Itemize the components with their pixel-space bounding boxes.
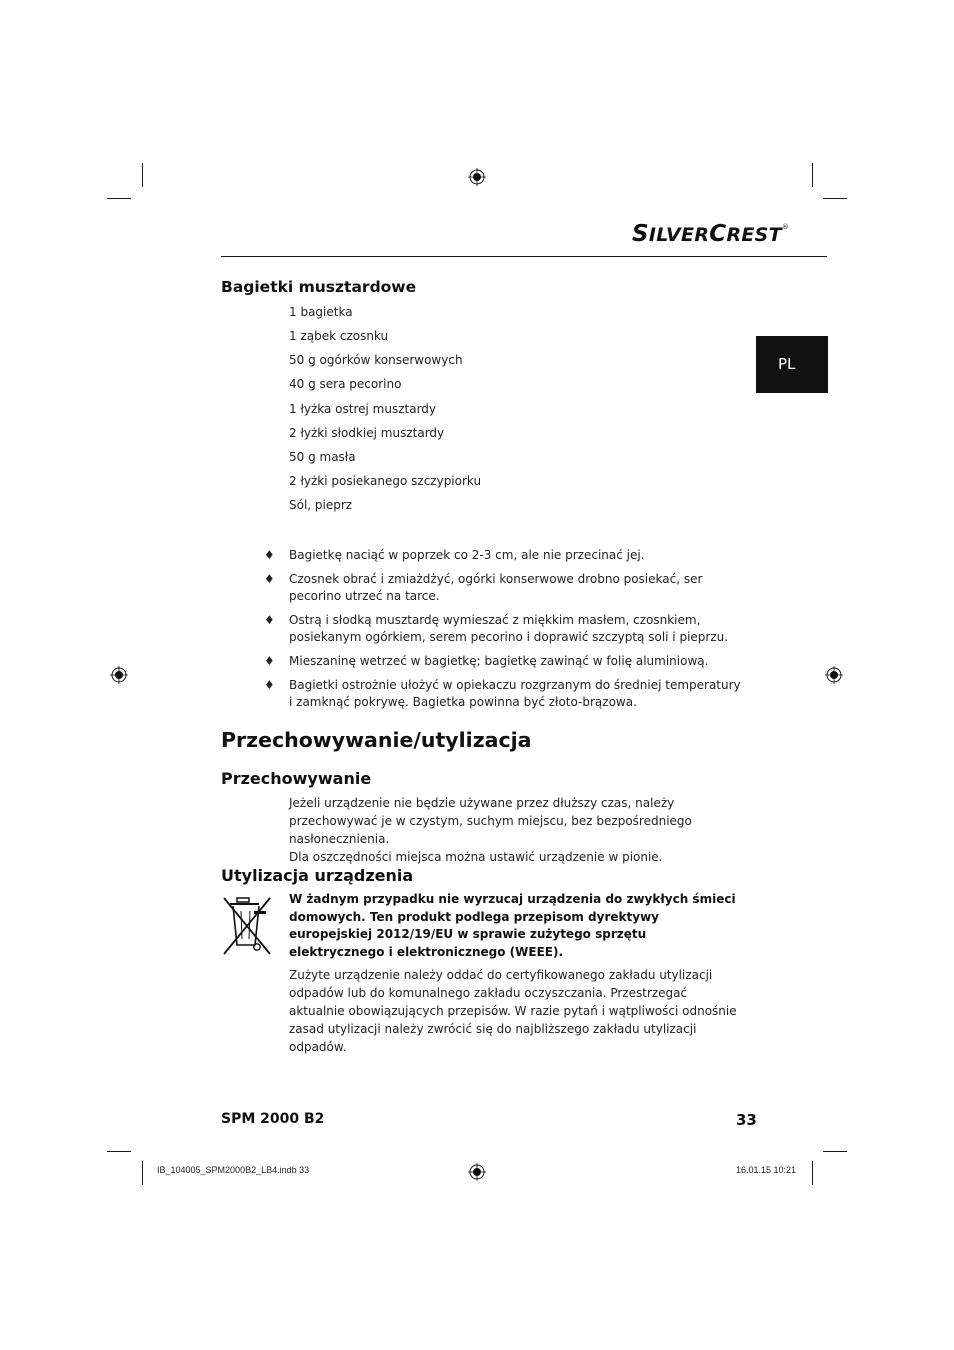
diamond-bullet-icon: ♦ bbox=[264, 654, 275, 668]
brand-logo: SILVERCREST® bbox=[632, 221, 790, 247]
crop-mark bbox=[823, 1151, 847, 1152]
disposal-warning: W żadnym przypadku nie wyrzucaj urządzenia do zwykłych śmieci domowych. Ten produkt podlega przepisom dyrektywy europejskiej 2012/19/EU w sprawie zużytego sprzętu elektrycznego i elektronicznego (WEEE). bbox=[289, 892, 736, 959]
list-item: ♦ Czosnek obrać i zmiażdżyć, ogórki konserwowe drobno posiekać, ser pecorino utrzeć na tarce. bbox=[264, 572, 703, 603]
ingredient-item: 1 bagietka bbox=[289, 305, 353, 319]
language-tab: PL bbox=[756, 336, 828, 393]
ingredient-item: 1 łyżka ostrej musztardy bbox=[289, 402, 437, 416]
ingredient-item: 50 g ogórków konserwowych bbox=[289, 353, 463, 367]
registration-mark-icon bbox=[468, 1163, 486, 1181]
ingredient-item: 2 łyżki posiekanego szczypiorku bbox=[289, 474, 482, 488]
list-item: ♦ Ostrą i słodką musztardę wymieszać z miękkim masłem, czosnkiem, posiekanym ogórkiem, serem pecorino i doprawić szczyptą soli i pieprzu. bbox=[264, 613, 729, 644]
ingredient-item: 2 łyżki słodkiej musztardy bbox=[289, 426, 445, 440]
section-title: Przechowywanie/utylizacja bbox=[221, 728, 532, 752]
list-item: ♦ Bagietki ostrożnie ułożyć w opiekaczu rozgrzanym do średniej temperatury i zamknąć pokrywę. Bagietka powinna być złoto-brązowa. bbox=[264, 678, 741, 709]
print-slug-date: 16.01.15 10:21 bbox=[736, 1165, 797, 1175]
crop-mark bbox=[823, 198, 847, 199]
diamond-bullet-icon: ♦ bbox=[264, 572, 275, 586]
recipe-title: Bagietki musztardowe bbox=[221, 278, 417, 296]
storage-text: Jeżeli urządzenie nie będzie używane przez dłuższy czas, należy przechowywać je w czystym, suchym miejscu, bez bezpośredniego nasłonecznienia. Dla oszczędności miejsca można ustawić urządzenie w pionie. bbox=[289, 796, 692, 864]
list-item: ♦ Mieszaninę wetrzeć w bagietkę; bagietkę zawinąć w folię aluminiową. bbox=[264, 654, 709, 668]
registration-mark-icon bbox=[468, 168, 486, 186]
crop-mark bbox=[812, 1161, 813, 1185]
registration-mark-icon bbox=[110, 666, 128, 684]
header-rule bbox=[221, 256, 827, 257]
list-item: ♦ Bagietkę naciąć w poprzek co 2-3 cm, ale nie przecinać jej. bbox=[264, 548, 645, 562]
ingredient-item: 1 ząbek czosnku bbox=[289, 329, 389, 343]
storage-title: Przechowywanie bbox=[221, 769, 372, 788]
ingredient-item: Sól, pieprz bbox=[289, 498, 353, 512]
weee-crossed-bin-icon bbox=[221, 895, 273, 957]
diamond-bullet-icon: ♦ bbox=[264, 548, 275, 562]
crop-mark bbox=[107, 1151, 131, 1152]
ingredient-item: 50 g masła bbox=[289, 450, 356, 464]
recipe-steps bbox=[262, 547, 742, 718]
ingredient-item: 40 g sera pecorino bbox=[289, 377, 402, 391]
disposal-text: Zużyte urządzenie należy oddać do certyfikowanego zakładu utylizacji odpadów lub do komunalnego zakładu oczyszczania. Przestrzegać aktualnie obowiązujących przepisów. W razie pytań i wątpliwości odnośnie zasad utylizacji należy zwrócić się do najbliższego zakładu utylizacji odpadów. bbox=[289, 968, 737, 1054]
print-slug-file: IB_104005_SPM2000B2_LB4.indb 33 bbox=[157, 1165, 310, 1175]
diamond-bullet-icon: ♦ bbox=[264, 678, 275, 692]
registration-mark-icon bbox=[825, 666, 843, 684]
crop-mark bbox=[142, 1161, 143, 1185]
page-number: 33 bbox=[736, 1111, 757, 1129]
disposal-title: Utylizacja urządzenia bbox=[221, 866, 414, 885]
crop-mark bbox=[142, 163, 143, 187]
crop-mark bbox=[812, 163, 813, 187]
diamond-bullet-icon: ♦ bbox=[264, 613, 275, 627]
crop-mark bbox=[107, 198, 131, 199]
model-number: SPM 2000 B2 bbox=[221, 1111, 325, 1127]
